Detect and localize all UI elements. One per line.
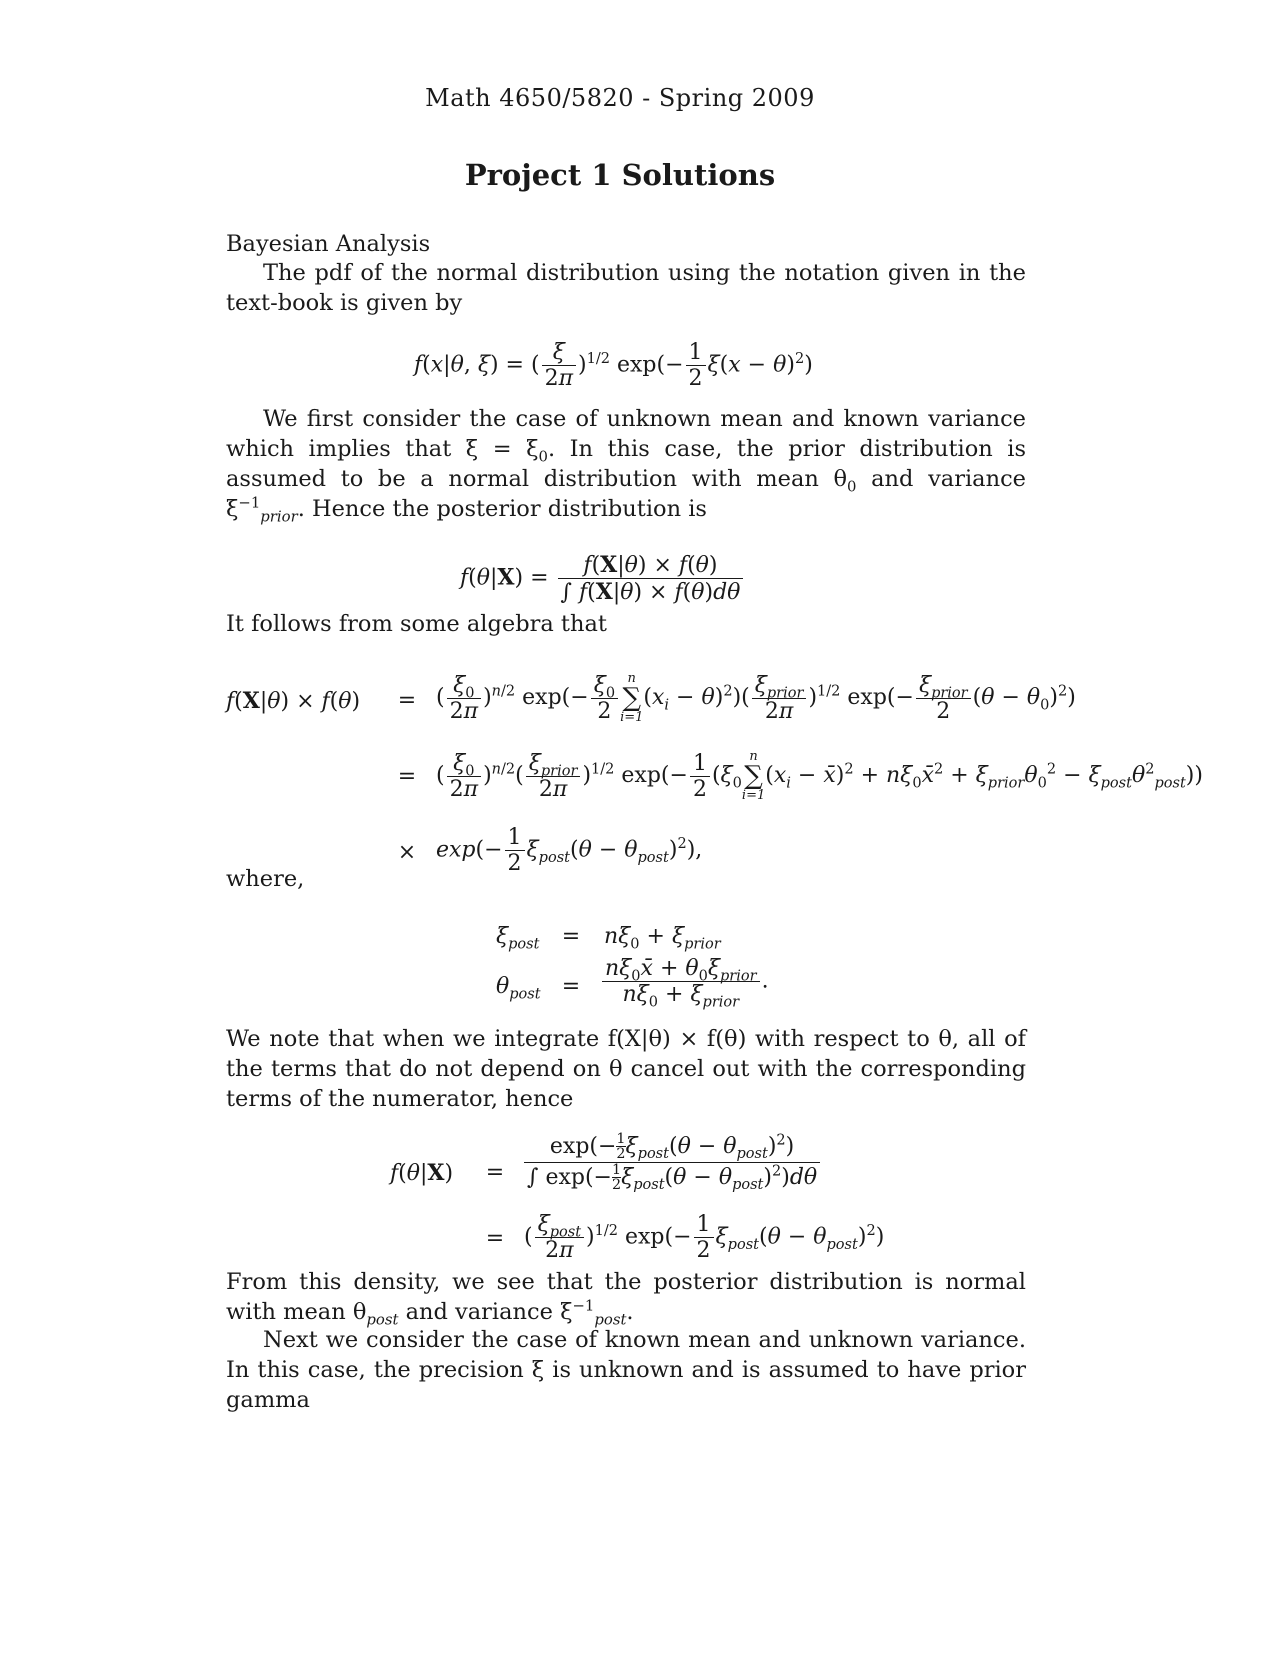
equation-final-line2: ( $\frac{\xi_{post}}{2\pi}$ )$^{1/2}$ exp(− $\frac{1}{2}$ $\xi_{post}(\theta - \theta_{post})^2$) (524, 1212, 885, 1263)
section-heading: Bayesian Analysis (226, 231, 431, 257)
equation-posterior: f(θ|X) = $\frac{f(X|\theta) \times f(\theta)}{\int f(X|\theta) \times f(\theta)d\theta}$ (460, 552, 745, 605)
equation-final-line1: exp(− $\frac{1}{2}$ $\xi_{post}(\theta - \theta_{post})^2$) ∫ exp(− $\frac{1}{2}$ $\xi_{post}(\theta - \theta_{post})^2)d\theta$ (522, 1132, 822, 1192)
equals-sign: = (561, 974, 581, 999)
times-sign: × (397, 840, 417, 865)
paragraph-3: It follows from some algebra that (226, 611, 607, 637)
paragraph-6: Next we consider the case of known mean and unknown variance. In this case, the precision ξ is unknown and is assumed to have prior gamma (226, 1327, 1026, 1413)
equation-likelihood-line1: ( $\frac{\xi_0}{2\pi}$ )$^{n/2}$ exp(− $\frac{\xi_0}{2}$ n ∑ i=1 $(x_i - \theta)^2$)( $\frac{\xi_{prior}}{2\pi}$ )$^{1/2}$ exp(− $\frac{\xi_{prior}}{2}$ $(\theta - \theta_0)^2$) (436, 671, 1076, 725)
paragraph-1: The pdf of the normal distribution using the notation given in the text-book is given by (226, 260, 1026, 316)
equation-likelihood-line2: ( $\frac{\xi_0}{2\pi}$ )$^{n/2}$( $\frac{\xi_{prior}}{2\pi}$ )$^{1/2}$ exp(− $\frac{1}{2}$ ($\xi_0$ n ∑ i=1 ($x_i$ − x̄)$^2$ + $n\xi_0x̄^2 + \xi_{prior}\theta_0^2 - \xi_{post}\theta^2_{post}$)) (436, 749, 1203, 803)
equation-final-lhs: f(θ|X) (390, 1160, 454, 1186)
equation-normal-pdf: f(x|θ, ξ) = ( $\frac{\xi}{2\pi}$ )$^{1/2}$ exp(− $\frac{1}{2}$ $\xi(x - \theta)^2$) (414, 340, 813, 391)
equals-sign: = (397, 688, 417, 713)
theta-post-lhs: $\theta_{post}$ (496, 974, 541, 1003)
page-title: Project 1 Solutions (464, 158, 776, 192)
xi-post-lhs: $\xi_{post}$ (496, 924, 540, 953)
equation-likelihood-lhs: f(X|θ) × f(θ) (226, 688, 361, 714)
where-label: where, (226, 866, 305, 892)
equals-sign: = (397, 764, 417, 789)
course-header: Math 4650/5820 - Spring 2009 (425, 84, 815, 112)
paragraph-2: We first consider the case of unknown mean and known variance which implies that $\xi = \xi_0$. In this case, the prior distribution is assumed to be a normal distribution with mean $\theta_0$ and variance $\xi^{-1}_{prior}$. Hence the posterior distribution is (226, 406, 1026, 526)
paragraph-4: We note that when we integrate f(X|θ) × f(θ) with respect to θ, all of the terms that do not depend on θ cancel out with the corresponding terms of the numerator, hence (226, 1026, 1026, 1112)
equation-likelihood-line3: exp(− $\frac{1}{2}$ $\xi_{post}(\theta - \theta_{post})^2$), (436, 825, 703, 876)
xi-post-rhs: $n\xi_0 + \xi_{prior}$ (604, 924, 721, 953)
theta-post-rhs: $\frac{n\xi_0x̄ + \theta_0\xi_{prior}}{n\xi_0 + \xi_{prior}}$ . (600, 956, 769, 1007)
equals-sign: = (485, 1226, 505, 1251)
paragraph-5: From this density, we see that the posterior distribution is normal with mean $\theta_{post}$ and variance $\xi^{-1}_{post}$. (226, 1269, 1026, 1329)
equals-sign: = (561, 924, 581, 949)
equals-sign: = (485, 1160, 505, 1185)
